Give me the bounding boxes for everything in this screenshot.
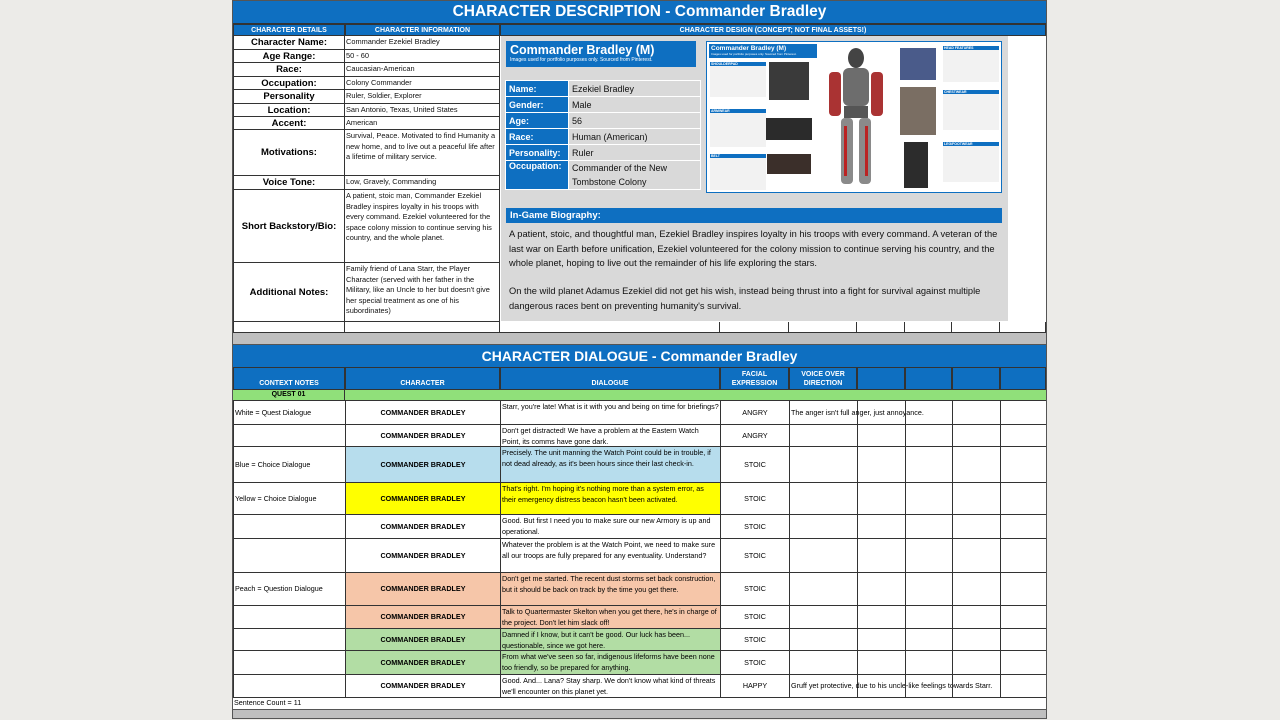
field-key: Name: — [506, 81, 569, 97]
header-character — [345, 367, 500, 390]
label-voice-tone: Voice Tone: — [233, 176, 345, 190]
label-additional-notes: Additional Notes: — [233, 263, 345, 322]
empty-row-cell — [952, 322, 1000, 333]
empty-cell — [953, 447, 1001, 482]
header-empty — [857, 367, 905, 390]
context-note-cell: Peach = Question Dialogue — [234, 573, 346, 605]
label-short-backstory: Short Backstory/Bio: — [233, 190, 345, 263]
empty-cell — [858, 675, 906, 697]
bottom-divider — [233, 709, 1046, 719]
dialogue-row — [233, 401, 1046, 425]
value-character-name: Commander Ezekiel Bradley — [345, 36, 500, 50]
concept-mini-header — [709, 44, 817, 58]
dialogue-row — [233, 425, 1046, 447]
dialogue-row — [233, 483, 1046, 515]
header-context-notes — [233, 367, 345, 390]
empty-row-cell — [233, 322, 345, 333]
empty-cell — [906, 425, 953, 446]
field-row-occupation — [506, 161, 701, 190]
header-empty — [905, 367, 952, 390]
facial-expression-cell: ANGRY — [721, 401, 790, 424]
empty-cell — [858, 401, 906, 424]
design-card-title: Commander Bradley (M) — [510, 43, 655, 57]
facial-expression-cell: STOIC — [721, 515, 790, 538]
callout-label: CHESTWEAR — [943, 90, 999, 94]
dialogue-title-banner: CHARACTER DIALOGUE - Commander Bradley — [233, 345, 1046, 368]
callout-label: LEG/FOOTWEAR — [943, 142, 999, 146]
label-personality: Personality — [233, 90, 345, 104]
facial-expression-cell: HAPPY — [721, 675, 790, 697]
empty-cell — [906, 675, 953, 697]
empty-cell — [858, 606, 906, 628]
field-value: Human (American) — [569, 129, 701, 145]
design-card-subtitle: Images used for portfolio purposes only. Sourced from Pinterest. — [510, 57, 653, 63]
empty-row-cell — [500, 322, 720, 333]
empty-cell — [953, 401, 1001, 424]
header-dialogue-label: DIALOGUE — [591, 380, 629, 387]
label-race: Race: — [233, 63, 345, 77]
empty-cell — [953, 675, 1001, 697]
quest-label: QUEST 01 — [233, 390, 345, 400]
empty-cell — [1001, 483, 1047, 514]
header-context-notes-label: CONTEXT NOTES — [259, 380, 319, 387]
field-row-gender — [506, 97, 701, 113]
field-value: Ezekiel Bradley — [569, 81, 701, 97]
character-cell: COMMANDER BRADLEY — [346, 447, 501, 482]
value-age-range: 50 - 60 — [345, 50, 500, 63]
empty-cell — [1001, 606, 1047, 628]
figure-right-arm — [871, 72, 883, 116]
empty-cell — [953, 425, 1001, 446]
label-accent: Accent: — [233, 117, 345, 130]
dialogue-row — [233, 447, 1046, 483]
dialogue-row — [233, 675, 1046, 698]
empty-cell — [953, 573, 1001, 605]
value-motivations: Survival, Peace. Motivated to find Humanity a new home, and to live out a peaceful life after a lifetime of military service. — [345, 130, 500, 176]
character-cell: COMMANDER BRADLEY — [346, 629, 501, 650]
field-value: Male — [569, 97, 701, 113]
voice-over-cell: Gruff yet protective, due to his uncle-like feelings towards Starr. — [790, 675, 858, 697]
voice-over-cell: The anger isn't full anger, just annoyance. — [790, 401, 858, 424]
field-key: Occupation: — [506, 161, 569, 190]
empty-cell — [1001, 629, 1047, 650]
field-value: Commander of the New Tombstone Colony — [569, 161, 701, 190]
dialogue-row — [233, 606, 1046, 629]
facial-expression-cell: STOIC — [721, 629, 790, 650]
empty-cell — [858, 651, 906, 674]
voice-over-cell — [790, 573, 858, 605]
dialogue-row — [233, 539, 1046, 573]
context-note-cell: Blue = Choice Dialogue — [234, 447, 346, 482]
label-motivations: Motivations: — [233, 130, 345, 176]
facial-expression-cell: STOIC — [721, 483, 790, 514]
callout-leg-footwear — [943, 142, 999, 182]
dialogue-line-cell: Good. And... Lana? Stay sharp. We don't know what kind of threats we'll encounter on this planet yet. — [501, 675, 721, 697]
header-character-label: CHARACTER — [400, 380, 445, 387]
header-voice-over-direction: VOICE OVER DIRECTION — [789, 367, 857, 390]
dialogue-line-cell: That's right. I'm hoping it's nothing more than a system error, as their emergency distress beacon hasn't been activated. — [501, 483, 721, 514]
empty-cell — [906, 401, 953, 424]
biography-heading: In-Game Biography: — [506, 208, 1002, 223]
character-design-panel — [501, 36, 1008, 321]
voice-over-cell — [790, 515, 858, 538]
description-title-banner: CHARACTER DESCRIPTION - Commander Bradley — [233, 1, 1046, 24]
biography-paragraph-2: On the wild planet Adamus Ezekiel did not get his wish, instead being thrust into a fight for survival against multiple dangerous races bent on preventing humanity's survival. — [509, 286, 981, 311]
context-note-cell — [234, 675, 346, 697]
concept-mini-subtitle: Images used for portfolio purposes only. Sourced from Pinterest. — [711, 52, 797, 56]
callout-label: HEAD FEATURES — [943, 46, 999, 50]
callout-chestwear — [943, 90, 999, 130]
context-note-cell: Yellow = Choice Dialogue — [234, 483, 346, 514]
dialogue-row — [233, 651, 1046, 675]
value-additional-notes: Family friend of Lana Starr, the Player Character (served with her father in the Military, like an Uncle to her but doesn't give her special treatment as one of his subordinates) — [345, 263, 500, 322]
empty-cell — [953, 539, 1001, 572]
figure-torso — [843, 68, 869, 106]
empty-row-cell — [905, 322, 952, 333]
field-key: Race: — [506, 129, 569, 145]
biography-paragraph-1: A patient, stoic, and thoughtful man, Ezekiel Bradley inspires loyalty in his troops with every command. A veteran of the last war on Earth before unification, Ezekiel volunteered for the colony mission to continue serving his country, and the whole planet, hoping to live out the remainder of his life exploring the stars. — [509, 229, 998, 269]
empty-cell — [953, 515, 1001, 538]
value-race: Caucasian-American — [345, 63, 500, 77]
character-cell: COMMANDER BRADLEY — [346, 606, 501, 628]
field-key: Personality: — [506, 145, 569, 161]
header-empty — [952, 367, 1000, 390]
sentence-count: Sentence Count = 11 — [234, 698, 302, 707]
context-note-cell — [234, 629, 346, 650]
empty-cell — [906, 483, 953, 514]
figure-left-arm — [829, 72, 841, 116]
empty-cell — [858, 629, 906, 650]
dialogue-line-cell: From what we've seen so far, indigenous lifeforms have been none too friendly, so be prepared for anything. — [501, 651, 721, 674]
figure-head — [848, 48, 864, 68]
header-character-design: CHARACTER DESIGN (CONCEPT; NOT FINAL ASSETS!) — [500, 24, 1046, 36]
value-personality: Ruler, Soldier, Explorer — [345, 90, 500, 104]
field-row-name — [506, 81, 701, 97]
dialogue-line-cell: Don't get distracted! We have a problem at the Eastern Watch Point, its comms have gone dark. — [501, 425, 721, 446]
character-cell: COMMANDER BRADLEY — [346, 401, 501, 424]
header-character-information: CHARACTER INFORMATION — [345, 24, 500, 36]
design-fields-table — [505, 80, 701, 190]
section-divider — [233, 333, 1046, 345]
label-character-name: Character Name: — [233, 36, 345, 50]
figure-left-stripe — [844, 126, 847, 176]
dialogue-line-cell: Damned if I know, but it can't be good. Our luck has been... questionable, since we got here. — [501, 629, 721, 650]
empty-cell — [858, 515, 906, 538]
value-short-backstory: A patient, stoic man, Commander Ezekiel Bradley inspires loyalty in his troops with every command. Ezekiel volunteered for the space colony mission to continue serving his country, and the whole planet. — [345, 190, 500, 263]
figure-hips — [844, 106, 868, 118]
empty-row-cell — [1000, 322, 1046, 333]
voice-over-cell — [790, 539, 858, 572]
empty-cell — [858, 447, 906, 482]
field-value: 56 — [569, 113, 701, 129]
context-note-cell — [234, 515, 346, 538]
label-occupation: Occupation: — [233, 77, 345, 90]
character-cell: COMMANDER BRADLEY — [346, 539, 501, 572]
empty-cell — [953, 651, 1001, 674]
empty-cell — [1001, 675, 1047, 697]
character-cell: COMMANDER BRADLEY — [346, 425, 501, 446]
facial-expression-cell: STOIC — [721, 573, 790, 605]
empty-cell — [1001, 539, 1047, 572]
callout-armwear — [710, 109, 766, 147]
callout-label: ARMWEAR — [710, 109, 766, 113]
empty-cell — [953, 483, 1001, 514]
voice-over-cell — [790, 651, 858, 674]
dialogue-row — [233, 573, 1046, 606]
facial-expression-cell: STOIC — [721, 651, 790, 674]
value-accent: American — [345, 117, 500, 130]
empty-cell — [953, 629, 1001, 650]
voice-over-cell — [790, 483, 858, 514]
dialogue-line-cell: Precisely. The unit manning the Watch Point could be in trouble, if not dead already, as it's been hours since their last check-in. — [501, 447, 721, 482]
belt-thumbnail — [767, 154, 811, 174]
empty-cell — [906, 573, 953, 605]
field-value: Ruler — [569, 145, 701, 161]
dialogue-line-cell: Whatever the problem is at the Watch Point, we need to make sure all our troops are fully prepared for any eventuality. Understand? — [501, 539, 721, 572]
facial-expression-cell: ANGRY — [721, 425, 790, 446]
empty-cell — [1001, 515, 1047, 538]
character-cell: COMMANDER BRADLEY — [346, 515, 501, 538]
value-occupation: Colony Commander — [345, 77, 500, 90]
concept-art-sheet — [706, 41, 1002, 193]
empty-cell — [906, 606, 953, 628]
design-card-header — [506, 41, 696, 67]
value-location: San Antonio, Texas, United States — [345, 104, 500, 117]
facial-expression-cell: STOIC — [721, 447, 790, 482]
context-note-cell — [234, 651, 346, 674]
empty-cell — [906, 447, 953, 482]
leg-thumbnail — [904, 142, 928, 188]
empty-cell — [953, 606, 1001, 628]
dialogue-line-cell: Starr, you're late! What is it with you and being on time for briefings? — [501, 401, 721, 424]
empty-cell — [1001, 401, 1047, 424]
empty-cell — [906, 629, 953, 650]
character-cell: COMMANDER BRADLEY — [346, 651, 501, 674]
dialogue-row — [233, 515, 1046, 539]
label-age-range: Age Range: — [233, 50, 345, 63]
field-row-personality — [506, 145, 701, 161]
context-note-cell — [234, 606, 346, 628]
facial-expression-cell: STOIC — [721, 539, 790, 572]
label-location: Location: — [233, 104, 345, 117]
empty-row-cell — [720, 322, 789, 333]
header-facial-expression: FACIAL EXPRESSION — [720, 367, 789, 390]
dialogue-row — [233, 629, 1046, 651]
chest-thumbnail — [900, 87, 936, 135]
character-cell: COMMANDER BRADLEY — [346, 675, 501, 697]
field-key: Gender: — [506, 97, 569, 113]
empty-cell — [1001, 573, 1047, 605]
callout-label: BELT — [710, 154, 766, 158]
context-note-cell — [234, 425, 346, 446]
quest-row — [233, 390, 1046, 401]
header-dialogue — [500, 367, 720, 390]
facial-expression-cell: STOIC — [721, 606, 790, 628]
empty-row-cell — [345, 322, 500, 333]
head-thumbnail — [900, 48, 936, 80]
empty-row-cell — [789, 322, 857, 333]
figure-right-stripe — [865, 126, 868, 176]
voice-over-cell — [790, 606, 858, 628]
dialogue-line-cell: Don't get me started. The recent dust storms set back construction, but it should be back on track by the time you get there. — [501, 573, 721, 605]
concept-mini-title: Commander Bradley (M) — [711, 45, 787, 52]
callout-label: SHOULDERPAD — [710, 62, 766, 66]
armwear-thumbnail — [766, 118, 812, 140]
character-cell: COMMANDER BRADLEY — [346, 483, 501, 514]
callout-head-features — [943, 46, 999, 82]
dialogue-line-cell: Good. But first I need you to make sure our new Armory is up and operational. — [501, 515, 721, 538]
spreadsheet-sheet — [232, 0, 1047, 719]
field-row-race — [506, 129, 701, 145]
empty-cell — [906, 651, 953, 674]
header-character-details: CHARACTER DETAILS — [233, 24, 345, 36]
voice-over-cell — [790, 629, 858, 650]
empty-cell — [858, 539, 906, 572]
empty-cell — [906, 515, 953, 538]
dialogue-line-cell: Talk to Quartermaster Skelton when you get there, he's in charge of the project. Don't let him slack off! — [501, 606, 721, 628]
field-key: Age: — [506, 113, 569, 129]
context-note-cell — [234, 539, 346, 572]
empty-cell — [858, 573, 906, 605]
character-cell: COMMANDER BRADLEY — [346, 573, 501, 605]
callout-shoulderpad — [710, 62, 766, 97]
context-note-cell: White = Quest Dialogue — [234, 401, 346, 424]
empty-cell — [906, 539, 953, 572]
empty-cell — [858, 425, 906, 446]
voice-over-cell — [790, 425, 858, 446]
field-row-age — [506, 113, 701, 129]
value-voice-tone: Low, Gravely, Commanding — [345, 176, 500, 190]
shoulderpad-thumbnail — [769, 62, 809, 100]
voice-over-cell — [790, 447, 858, 482]
empty-cell — [1001, 425, 1047, 446]
empty-cell — [858, 483, 906, 514]
armored-commander-figure — [815, 46, 897, 192]
empty-cell — [1001, 447, 1047, 482]
header-empty — [1000, 367, 1046, 390]
empty-cell — [1001, 651, 1047, 674]
empty-row-cell — [857, 322, 905, 333]
callout-belt — [710, 154, 766, 190]
